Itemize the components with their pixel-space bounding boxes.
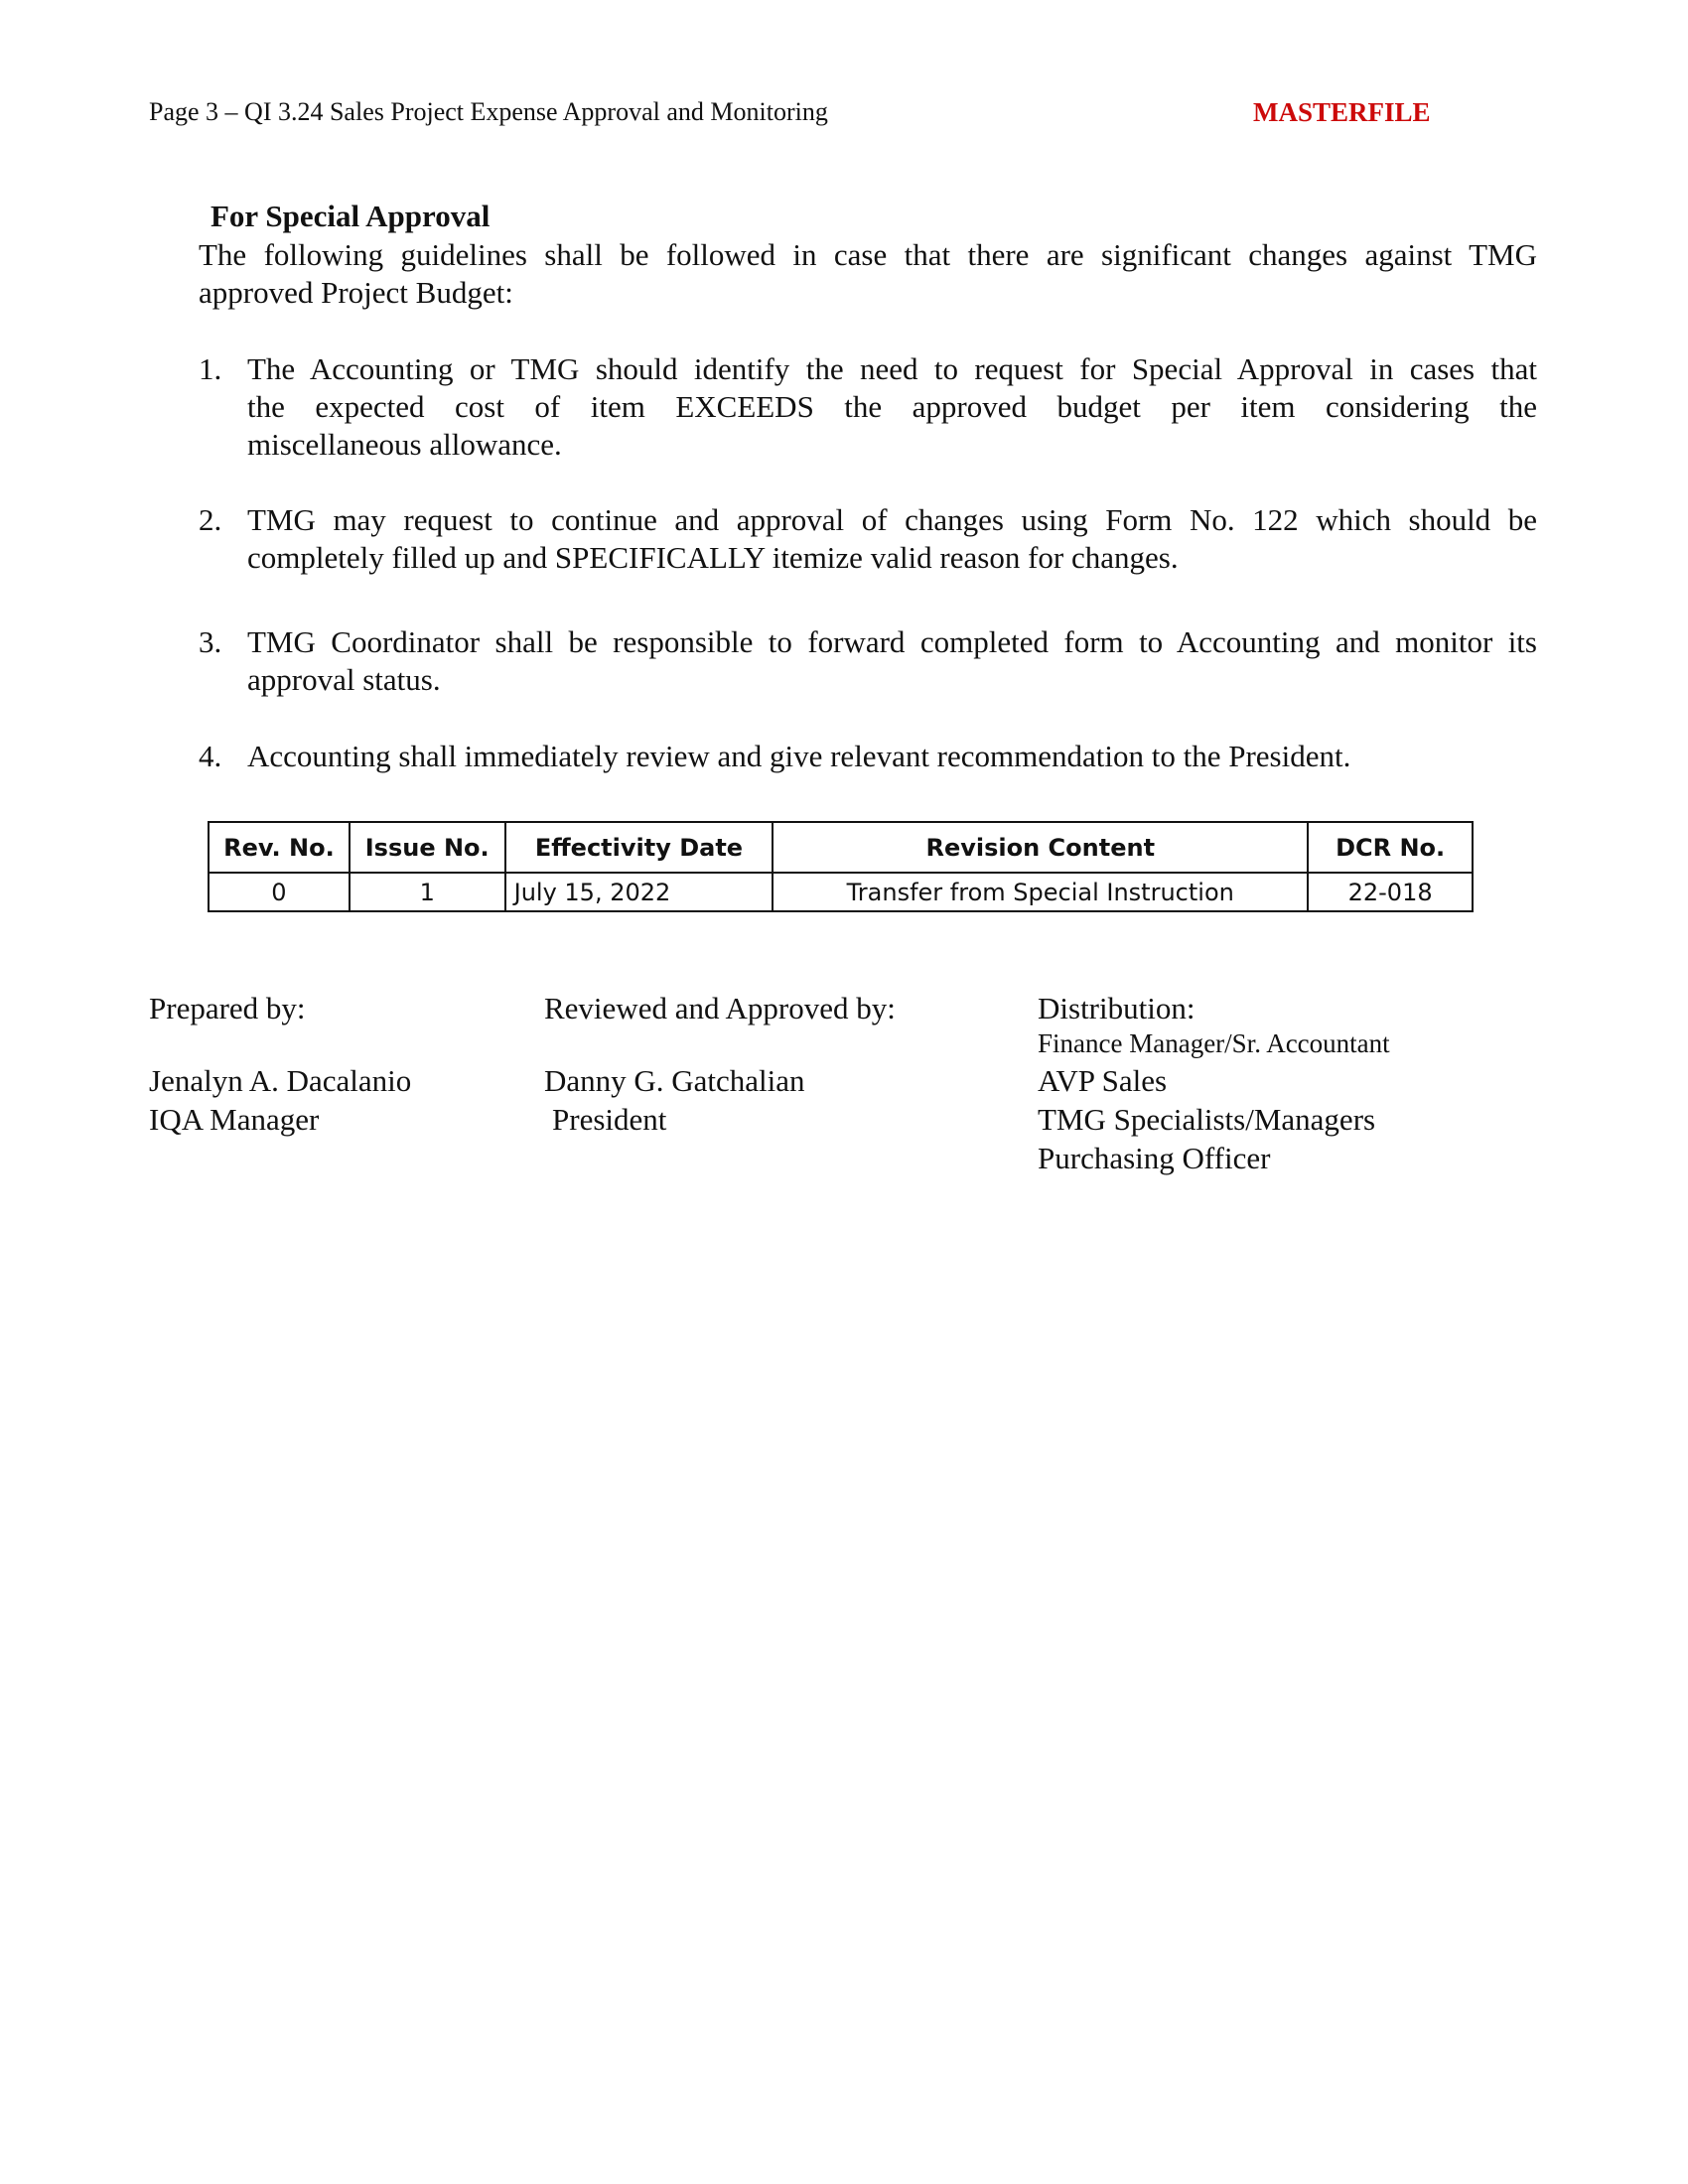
list-item: [199, 738, 1537, 775]
list-line: the expected cost of item EXCEEDS the approved budget per item considering the: [247, 389, 1537, 424]
table-header-row: [209, 822, 1473, 873]
column-header-issue-no: Issue No.: [350, 822, 505, 873]
list-line: TMG Coordinator shall be responsible to forward completed form to Accounting and monitor its: [247, 624, 1537, 659]
distribution-item: Purchasing Officer: [1038, 1141, 1271, 1175]
reviewed-by-title: President: [552, 1102, 667, 1137]
list-line: Accounting shall immediately review and give relevant recommendation to the President.: [247, 739, 1351, 773]
prepared-by-name: Jenalyn A. Dacalanio: [149, 1063, 412, 1098]
header-title: Page 3 – QI 3.24 Sales Project Expense Approval and Monitoring: [149, 97, 828, 126]
list-number: 1.: [199, 351, 222, 386]
prepared-by-label: Prepared by:: [149, 991, 306, 1025]
list-text: [247, 501, 1537, 577]
list-number: 4.: [199, 739, 222, 773]
table-row: [209, 873, 1473, 911]
list-number: 2.: [199, 502, 222, 537]
cell-dcr-no: 22-018: [1308, 873, 1473, 911]
column-header-effectivity-date: Effectivity Date: [505, 822, 774, 873]
section-title: For Special Approval: [211, 199, 491, 233]
list-text: [247, 350, 1537, 464]
cell-issue-no: 1: [350, 873, 505, 911]
prepared-by-title: IQA Manager: [149, 1102, 320, 1137]
list-line: approval status.: [247, 662, 441, 697]
list-line: miscellaneous allowance.: [247, 427, 562, 462]
section-intro: [199, 236, 1537, 312]
list-item: [199, 350, 1537, 464]
list-line: The Accounting or TMG should identify the need to request for Special Approval in cases that: [247, 351, 1537, 386]
cell-rev-no: 0: [209, 873, 350, 911]
distribution-label: Distribution:: [1038, 991, 1196, 1025]
list-line: TMG may request to continue and approval of changes using Form No. 122 which should be: [247, 502, 1537, 537]
column-header-dcr-no: DCR No.: [1308, 822, 1473, 873]
list-text: [247, 623, 1537, 699]
column-header-revision-content: Revision Content: [773, 822, 1308, 873]
distribution-item: AVP Sales: [1038, 1063, 1168, 1098]
cell-revision-content: Transfer from Special Instruction: [773, 873, 1308, 911]
list-item: [199, 623, 1537, 699]
column-header-rev-no: Rev. No.: [209, 822, 350, 873]
intro-line: approved Project Budget:: [199, 275, 513, 310]
list-line: completely filled up and SPECIFICALLY itemize valid reason for changes.: [247, 540, 1179, 575]
list-text: [247, 738, 1537, 775]
list-item: [199, 501, 1537, 577]
distribution-item: Finance Manager/Sr. Accountant: [1038, 1028, 1390, 1058]
distribution-item: TMG Specialists/Managers: [1038, 1102, 1376, 1137]
intro-line: The following guidelines shall be followed in case that there are significant changes against TMG: [199, 237, 1537, 272]
list-number: 3.: [199, 624, 222, 659]
revision-table: [208, 821, 1474, 912]
reviewed-by-label: Reviewed and Approved by:: [544, 991, 896, 1025]
reviewed-by-name: Danny G. Gatchalian: [544, 1063, 805, 1098]
cell-effectivity-date: July 15, 2022: [505, 873, 774, 911]
masterfile-label: MASTERFILE: [1253, 97, 1431, 127]
